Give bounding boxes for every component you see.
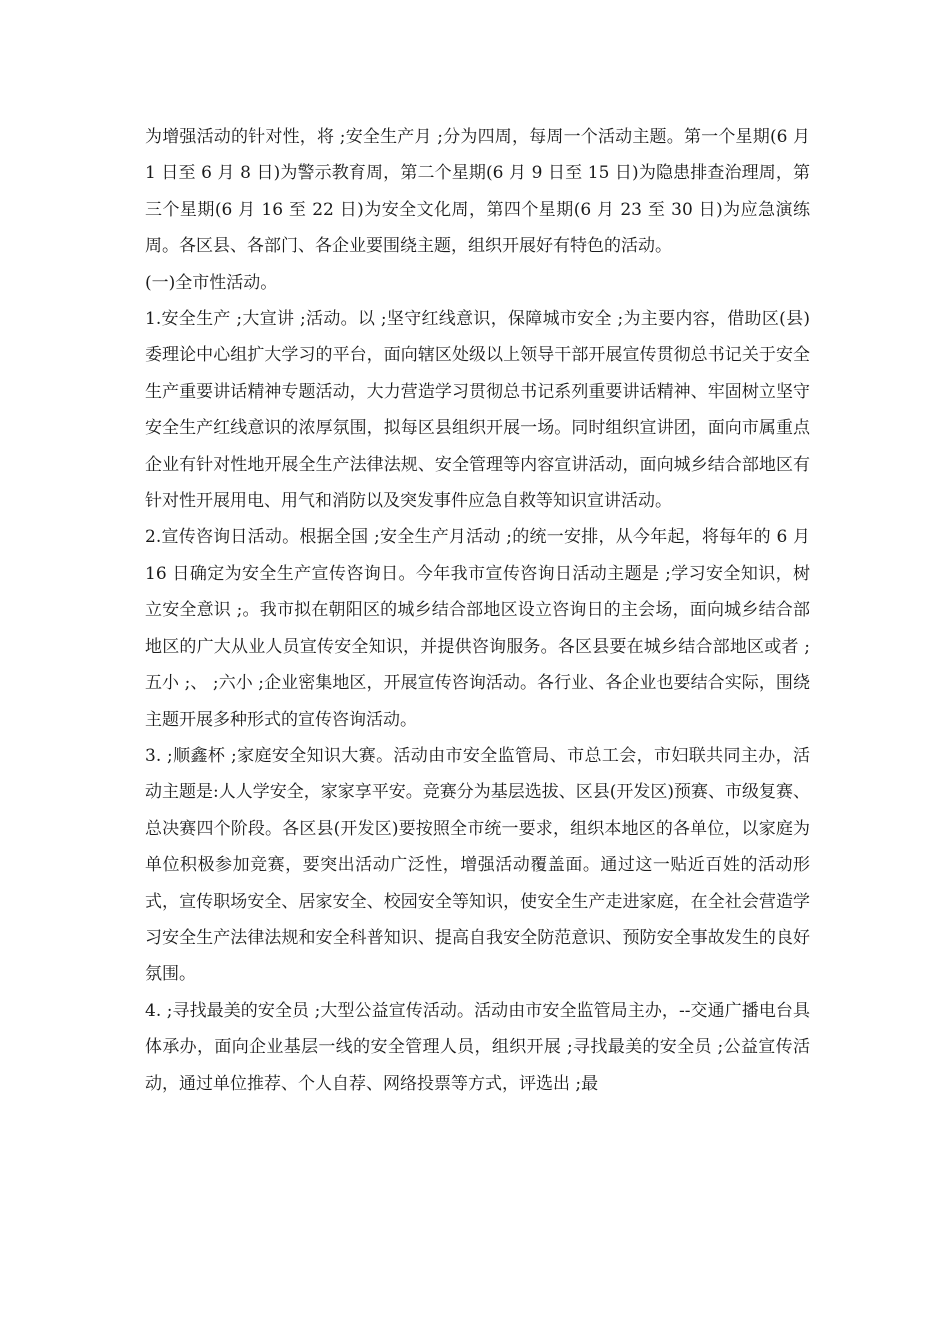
paragraph-item-3-knowledge-contest: 3. ;顺鑫杯 ;家庭安全知识大赛。活动由市安全监管局、市总工会，市妇联共同主办，活动主题是:人人学安全，家家享平安。竞赛分为基层选拔、区县(开发区)预赛、市级复赛、总决赛四个阶段。各区县(开发区)要按照全市统一要求，组织本地区的各单位，以家庭为单位积极参加竞赛，要突出活动广泛性，增强活动覆盖面。通过这一贴近百姓的活动形式，宣传职场安全、居家安全、校园安全等知识，使安全生产走进家庭，在全社会营造学习安全生产法律法规和安全科普知识、提高自我安全防范意识、预防安全事故发生的良好氛围。 [145, 745, 810, 985]
section-heading-citywide-activities: (一)全市性活动。 [145, 272, 278, 293]
paragraph-item-4-safety-officer: 4. ;寻找最美的安全员 ;大型公益宣传活动。活动由市安全监管局主办，--交通广播电台具体承办，面向企业基层一线的安全管理人员，组织开展 ;寻找最美的安全员 ;公益宣传活动，通过单位推荐、个人自荐、网络投票等方式，评选出 ;最 [145, 1000, 810, 1094]
document-body [145, 119, 810, 1102]
paragraph-item-1-lecture: 1.安全生产 ;大宣讲 ;活动。以 ;坚守红线意识，保障城市安全 ;为主要内容，借助区(县)委理论中心组扩大学习的平台，面向辖区处级以上领导干部开展宣传贯彻总书记关于安全生产重要讲话精神专题活动，大力营造学习贯彻总书记系列重要讲话精神、牢固树立坚守安全生产红线意识的浓厚氛围，拟每区县组织开展一场。同时组织宣讲团，面向市属重点企业有针对性地开展全生产法律法规、安全管理等内容宣讲活动，面向城乡结合部地区有针对性开展用电、用气和消防以及突发事件应急自救等知识宣讲活动。 [145, 309, 810, 512]
paragraph-theme-weeks: 为增强活动的针对性，将 ;安全生产月 ;分为四周，每周一个活动主题。第一个星期(6 月 1 日至 6 月 8 日)为警示教育周，第二个星期(6 月 9 日至 15 日)为隐患排查治理周，第三个星期(6 月 16 至 22 日)为安全文化周，第四个星期(6 月 23 至 30 日)为应急演练周。各区县、各部门、各企业要围绕主题，组织开展好有特色的活动。 [145, 127, 810, 257]
paragraph-item-2-consultation-day: 2.宣传咨询日活动。根据全国 ;安全生产月活动 ;的统一安排，从今年起，将每年的 6 月 16 日确定为安全生产宣传咨询日。今年我市宣传咨询日活动主题是 ;学习安全知识，树立安全意识 ;。我市拟在朝阳区的城乡结合部地区设立咨询日的主会场，面向城乡结合部地区的广大从业人员宣传安全知识，并提供咨询服务。各区县要在城乡结合部地区或者 ;五小 ;、 ;六小 ;企业密集地区，开展宣传咨询活动。各行业、各企业也要结合实际，围绕主题开展多种形式的宣传咨询活动。 [145, 527, 810, 730]
